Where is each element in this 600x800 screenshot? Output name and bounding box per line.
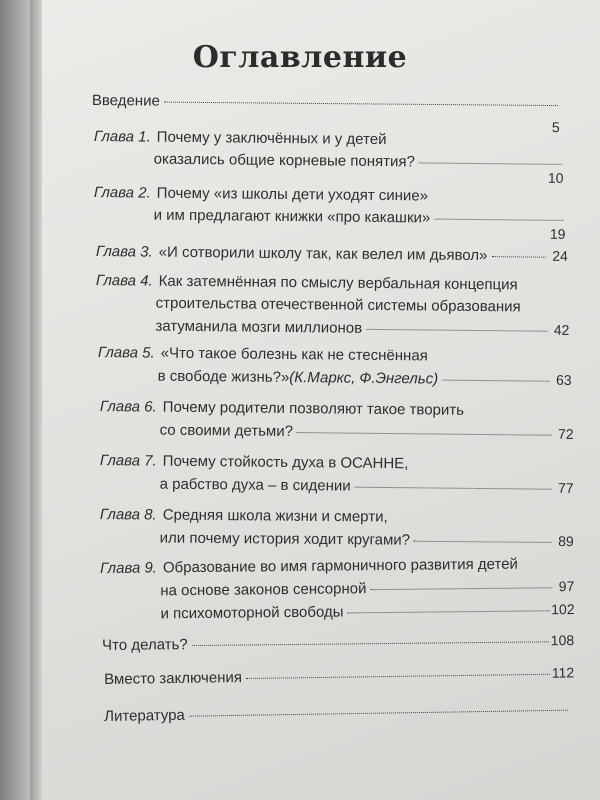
- entry-title-line: «Что такое болезнь как не стеснённая: [160, 344, 428, 365]
- chapter-label: Глава 2.: [93, 183, 151, 202]
- page-number: 108: [550, 632, 575, 649]
- chapter-label: Глава 8.: [99, 505, 157, 524]
- chapter-label: Глава 7.: [99, 451, 157, 470]
- dot-leader: [246, 674, 550, 679]
- dot-leader: [164, 102, 558, 106]
- page-number: 24: [552, 247, 568, 264]
- dot-leader: [366, 329, 547, 332]
- page-number: 102: [551, 601, 575, 618]
- toc-entry-chapter-5[interactable]: [98, 342, 572, 392]
- entry-title-line: оказались общие корневые понятия?: [153, 150, 416, 171]
- entry-citation: (К.Маркс, Ф.Энгельс): [289, 369, 439, 388]
- entry-title-line: Почему стойкость духа в ОСАННЕ,: [162, 452, 409, 473]
- page-number: 42: [553, 321, 570, 338]
- dot-leader: [434, 219, 563, 221]
- toc-entry-chapter-1[interactable]: [93, 126, 564, 189]
- toc-entry-what-to-do[interactable]: [102, 629, 574, 657]
- entry-title-line: Как затемнённая по смыслу вербальная концепция: [158, 272, 518, 294]
- toc-entry-chapter-6[interactable]: [100, 396, 574, 446]
- dot-leader: [414, 541, 552, 543]
- page-number: 63: [555, 371, 572, 388]
- entry-title-line: Средняя школа жизни и смерти,: [162, 506, 388, 526]
- entry-title-line: или почему история ходит кругами?: [159, 529, 411, 549]
- entry-title-line: и психомоторной свободы: [160, 603, 344, 623]
- dot-leader: [192, 641, 549, 646]
- dot-leader: [297, 432, 552, 436]
- entry-title-line: Образование во имя гармоничного развития детей: [162, 555, 518, 577]
- toc-entry-chapter-3[interactable]: [96, 240, 568, 268]
- entry-title-line: в свободе жизнь?»: [157, 367, 290, 387]
- chapter-label: Глава 5.: [97, 343, 155, 362]
- entry-title-line: а рабство духа – в сидении: [159, 475, 351, 495]
- toc-entry-chapter-9[interactable]: [100, 553, 575, 626]
- dot-leader: [189, 710, 568, 717]
- page-number: 19: [549, 225, 566, 242]
- dot-leader: [370, 587, 552, 590]
- entry-title: Введение: [91, 91, 160, 110]
- entry-title-line: затуманила мозги миллионов: [155, 317, 363, 337]
- chapter-label: Глава 4.: [95, 271, 153, 290]
- entry-title-line: Почему родители позволяют такое творить: [162, 398, 465, 419]
- toc-entry-chapter-4[interactable]: [95, 270, 570, 342]
- book-spine: [0, 0, 34, 800]
- toc-entry-chapter-7[interactable]: [100, 450, 574, 500]
- entry-title: Что делать?: [102, 636, 188, 654]
- entry-title-line: «И сотворили школу так, как велел им дьявол»: [158, 243, 488, 265]
- entry-title-line: со своими детьми?: [159, 421, 294, 441]
- dot-leader: [419, 162, 562, 164]
- dot-leader: [442, 380, 550, 382]
- chapter-label: Глава 3.: [95, 242, 153, 261]
- chapter-label: Глава 1.: [93, 127, 151, 146]
- entry-title-line: Почему у заключённых и у детей: [156, 128, 387, 149]
- page-number: 10: [547, 169, 564, 186]
- chapter-label: Глава 9.: [100, 559, 158, 577]
- toc-entry-chapter-2[interactable]: [93, 182, 566, 245]
- dot-leader: [355, 487, 552, 490]
- entry-title-line: строительства отечественной системы образования: [155, 294, 521, 316]
- chapter-label: Глава 6.: [99, 397, 157, 416]
- dot-leader: [491, 256, 545, 258]
- entry-title-line: Почему «из школы дети уходят синие»: [156, 184, 429, 205]
- entry-title: Литература: [104, 706, 185, 725]
- page-title: Оглавление: [192, 40, 408, 75]
- toc-entry-chapter-8[interactable]: [100, 504, 574, 553]
- page-number: 97: [558, 578, 575, 595]
- entry-title: Вместо заключения: [104, 669, 243, 688]
- page-number: 112: [551, 664, 575, 681]
- entry-title-line: на основе законов сенсорной: [160, 580, 367, 600]
- page-number: 89: [558, 532, 574, 550]
- entry-title-line: и им предлагают книжки «про какашки»: [153, 206, 431, 227]
- page-number: 77: [557, 479, 574, 496]
- dot-leader: [347, 610, 549, 613]
- page-number: 72: [557, 425, 574, 442]
- page-number: 5: [551, 119, 560, 136]
